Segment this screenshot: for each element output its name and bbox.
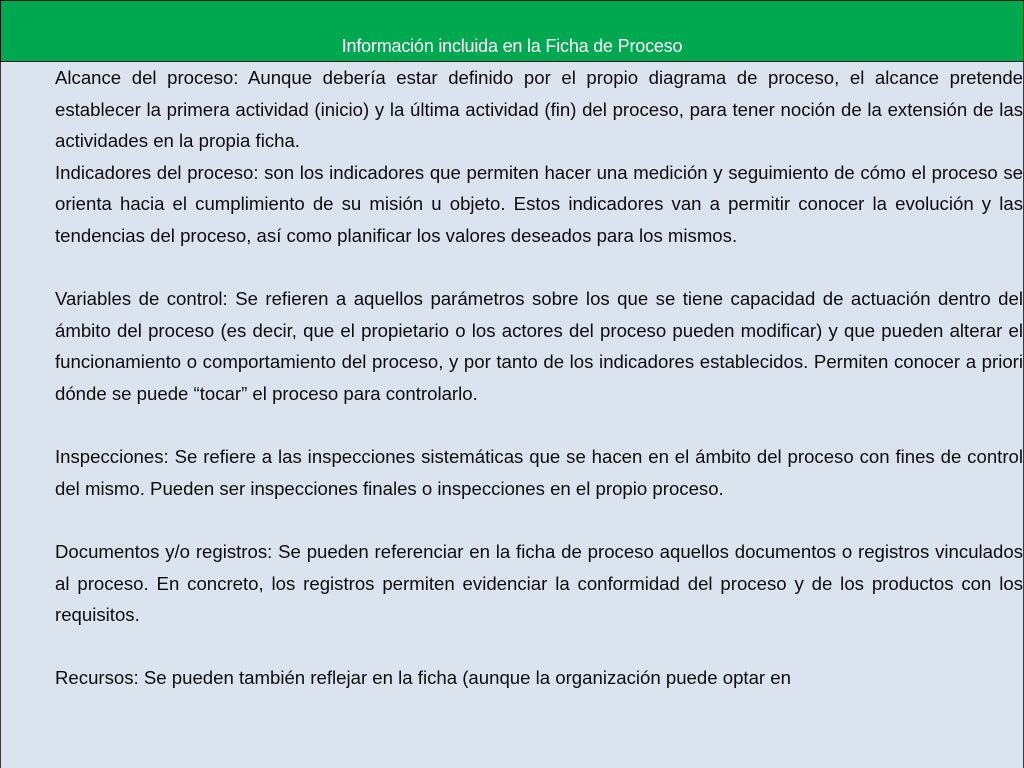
paragraph-variables-control: Variables de control: Se refieren a aquellos parámetros sobre los que se tiene capacidad de actuación dentro del ámbito del proceso (es decir, que el propietario o los actores del proceso pueden modificar) y que pueden alterar el funcionamiento o comportamiento del proceso, y por tanto de los indicadores establecidos. Permiten conocer a priori dónde se puede “tocar” el proceso para controlarlo. [55,288,1023,404]
header-bar [0,0,1024,62]
paragraph-indicadores: Indicadores del proceso: son los indicadores que permiten hacer una medición y seguimiento de cómo el proceso se orienta hacia el cumplimiento de su misión u objeto. Estos indicadores van a permitir conocer la evolución y las tendencias del proceso, así como planificar los valores deseados para los mismos. [55,161,1023,246]
content-area [55,62,1023,694]
paragraph-spacer [55,504,1023,536]
paragraph-spacer [55,252,1023,284]
paragraph-spacer [55,631,1023,663]
paragraph-spacer [55,410,1023,442]
paragraph-alcance: Alcance del proceso: Aunque debería estar definido por el propio diagrama de proceso, el alcance pretende establecer la primera actividad (inicio) y la última actividad (fin) del proceso, para tener noción de la extensión de las actividades en la propia ficha. [55,67,1023,152]
paragraph-recursos: Recursos: Se pueden también reflejar en la ficha (aunque la organización puede optar en [55,667,791,689]
paragraph-documentos: Documentos y/o registros: Se pueden referenciar en la ficha de proceso aquellos documentos o registros vinculados al proceso. En concreto, los registros permiten evidenciar la conformidad del proceso y de los productos con los requisitos. [55,540,1023,626]
slide-title: Información incluida en la Ficha de Proceso [341,36,683,56]
paragraph-inspecciones: Inspecciones: Se refiere a las inspecciones sistemáticas que se hacen en el ámbito del proceso con fines de control del mismo. Pueden ser inspecciones finales o inspecciones en el propio proceso. [55,446,1023,499]
